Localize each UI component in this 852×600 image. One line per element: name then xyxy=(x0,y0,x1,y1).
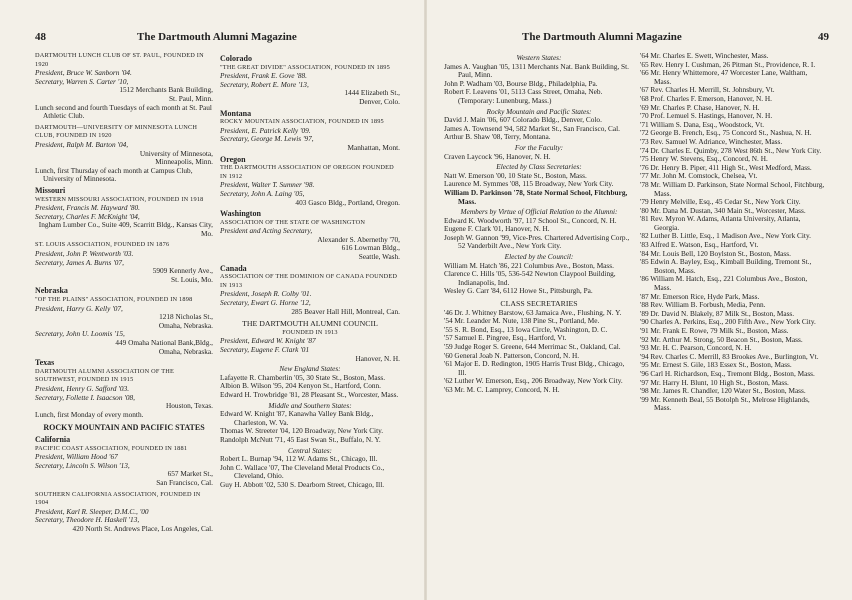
officer-line: Secretary, John U. Loomis '15, xyxy=(35,329,125,339)
state-heading: Texas xyxy=(35,358,55,368)
address-line: 420 North St. Andrews Place, Los Angeles, Cal. xyxy=(72,523,213,533)
class-secretary-entry: '66 Mr. Henry Whittemore, 47 Worcester Lane, Waltham, Mass. xyxy=(640,68,808,86)
member-entry: Guy H. Abbott '02, 530 S. Dearborn Street, Chicago, Ill. xyxy=(220,479,385,489)
class-secretary-entry: '62 Luther W. Emerson, Esq., 206 Broadway, New York City. xyxy=(444,376,623,386)
officer-line: Secretary, Eugene F. Clark '01 xyxy=(220,345,310,354)
class-secretary-entry: '96 Carl H. Richardson, Esq., Tremont Bldg., Boston, Mass. xyxy=(640,368,815,378)
class-secretary-entry: '71 William S. Dana, Esq., Woodstock, Vt. xyxy=(640,119,765,129)
class-secretary-entry: '76 Dr. Henry B. Piper, 411 High St., West Medford, Mass. xyxy=(640,162,812,172)
state-heading: Missouri xyxy=(35,185,66,195)
class-secretary-entry: '87 Mr. Emerson Rice, Hyde Park, Mass. xyxy=(640,291,760,301)
address-line: Minneapolis, Minn. xyxy=(155,157,213,167)
class-secretary-entry: '80 Mr. Dana M. Dustan, 340 Main St., Worcester, Mass. xyxy=(640,205,806,215)
note-line: Lunch, first Monday of every month. xyxy=(35,409,144,419)
address-line: Omaha, Nebraska. xyxy=(158,346,213,356)
class-secretary-entry: '92 Mr. Arthur M. Strong, 50 Beacon St., Boston, Mass. xyxy=(640,334,803,344)
class-secretary-entry: '94 Rev. Charles C. Merrill, 83 Brookes Ave., Burlington, Vt. xyxy=(640,351,819,361)
class-secretary-entry: '61 Major E. D. Redington, 1905 Harris Trust Bldg., Chicago, Ill. xyxy=(444,359,625,377)
class-secretary-entry: '70 Prof. Lemuel S. Hastings, Hanover, N. H. xyxy=(640,111,773,121)
officer-line: President, Edward W. Knight '87 xyxy=(220,336,316,346)
class-secretary-entry: '69 Mr. Charles P. Chase, Hanover, N. H. xyxy=(640,102,760,112)
class-secretary-entry: '64 Mr. Charles E. Swett, Winchester, Mass. xyxy=(640,51,769,60)
association-name: ROCKY MOUNTAIN ASSOCIATION, FOUNDED IN 1895 xyxy=(220,118,384,126)
address-line: Houston, Texas. xyxy=(166,401,213,411)
state-heading: Oregon xyxy=(220,154,246,164)
class-secretary-entry: '81 Rev. Myron W. Adams, Atlanta University, Atlanta, Georgia. xyxy=(640,214,801,232)
officer-line: President, William Hood '67 xyxy=(35,452,118,462)
address-line: University of Minnesota, xyxy=(139,148,213,158)
member-entry: Robert F. Leavens '01, 5113 Cass Street, Omaha, Neb. (Temporary: Lunenburg, Mass.) xyxy=(444,87,603,105)
member-entry: William M. Hatch '86, 221 Columbus Ave., Boston, Mass. xyxy=(444,260,614,270)
address-line: Alexander S. Abernethy '70, xyxy=(317,234,400,244)
class-secretary-entry: '57 Samuel E. Pingree, Esq., Hartford, Vt. xyxy=(444,333,567,343)
address-line: Denver, Colo. xyxy=(359,96,400,106)
association-name: ASSOCIATION OF THE STATE OF WASHINGTON xyxy=(220,218,366,226)
officer-line: President, Henry G. Safford '03. xyxy=(35,383,130,393)
member-entry: Edward W. Knight '87, Kanawha Valley Bank Bldg., Charleston, W. Va. xyxy=(220,409,374,427)
running-header: The Dartmouth Alumni Magazine xyxy=(137,31,297,43)
officer-line: Secretary, George M. Lewis '97, xyxy=(220,134,314,144)
class-secretary-entry: '85 Edwin A. Bayley, Esq., Kimball Building, Tremont St., Boston, Mass. xyxy=(640,257,812,275)
class-secretary-entry: '88 Rev. William B. Forbush, Media, Penn. xyxy=(640,300,766,310)
class-secretary-entry: '91 Mr. Frank E. Rowe, 79 Milk St., Boston, Mass. xyxy=(640,326,789,335)
group-heading: Central States: xyxy=(288,445,332,455)
officer-line: President, Karl R. Sleeper, D.M.C., '00 xyxy=(35,506,149,516)
address-line: 449 Omaha National Bank,Bldg., xyxy=(115,338,213,347)
group-heading: Elected by Class Secretaries: xyxy=(496,162,582,172)
member-entry: Arthur B. Shaw '08, Terry, Montana. xyxy=(444,132,551,142)
association-name: PACIFIC COAST ASSOCIATION, FOUNDED IN 1881 xyxy=(35,444,188,452)
right-column-1 xyxy=(444,52,634,395)
officer-line: Secretary, Ewart G. Horne '12, xyxy=(220,298,311,308)
class-secretary-entry: '86 William M. Hatch, Esq., 221 Columbus Ave., Boston, Mass. xyxy=(640,274,808,293)
officer-line: Secretary, Follette I. Isaacson '08, xyxy=(35,392,135,402)
class-secretary-entry: '55 S. R. Bond, Esq., 13 Iowa Circle, Washington, D. C. xyxy=(444,324,608,334)
officer-line: Secretary, Lincoln S. Wilson '13, xyxy=(35,460,130,470)
class-secretary-entry: '54 Mr. Leander M. Nute, 138 Pine St., Portland, Me. xyxy=(444,316,600,326)
officer-line: President, Walter T. Sumner '98. xyxy=(220,180,315,190)
address-line: St. Paul, Minn. xyxy=(169,93,213,103)
state-heading: Montana xyxy=(220,108,252,118)
class-secretary-entry: '46 Dr. J. Whitney Barstow, 63 Jamaica Ave., Flushing, N. Y. xyxy=(444,307,622,317)
running-header: The Dartmouth Alumni Magazine xyxy=(522,31,682,43)
region-heading: ROCKY MOUNTAIN AND PACIFIC STATES xyxy=(43,423,205,433)
address-line: 1218 Nicholas St., xyxy=(159,312,213,322)
member-entry: Robert L. Burnap '94, 112 W. Adams St., Chicago, Ill. xyxy=(220,454,378,464)
association-name: THE DARTMOUTH ASSOCIATION OF OREGON FOUNDED IN 1912 xyxy=(220,164,394,180)
address-line: 403 Gasco Bldg., Portland, Oregon. xyxy=(295,197,400,207)
association-name: "OF THE PLAINS" ASSOCIATION, FOUNDED IN 1898 xyxy=(35,296,193,304)
officer-line: President, Frank E. Gove '88. xyxy=(220,71,308,81)
class-secretary-entry: '63 Mr. M. C. Lamprey, Concord, N. H. xyxy=(444,384,560,394)
address-line: 616 Lowman Bldg., xyxy=(341,243,400,253)
group-heading: Western States: xyxy=(516,53,562,62)
officer-line: President, E. Patrick Kelly '09. xyxy=(220,125,311,135)
member-entry: Wesley G. Carr '84, 6112 Howe St., Pittsburgh, Pa. xyxy=(444,286,593,296)
address-line: Hanover, N. H. xyxy=(355,353,400,363)
address-line: 285 Beaver Hall Hill, Montreal, Can. xyxy=(291,306,400,316)
member-entry: Joseph W. Gannon '99, Vice-Pres. Chartered Advertising Corp., 52 Vanderbilt Ave., New York City. xyxy=(444,232,630,251)
member-entry: Clarence C. Hills '05, 536-542 Newton Claypool Building, Indianapolis, Ind. xyxy=(444,269,616,287)
left-column-1 xyxy=(35,52,213,533)
member-entry: Craven Laycock '96, Hanover, N. H. xyxy=(444,151,551,161)
group-heading: Elected by the Council: xyxy=(504,252,574,262)
address-line: 1444 Elizabeth St., xyxy=(344,88,400,98)
class-secretary-entry: '77 Mr. John M. Comstock, Chelsea, Vt. xyxy=(640,171,758,181)
page-number: 49 xyxy=(818,31,829,43)
class-secretary-entry: '72 George B. French, Esq., 75 Concord St., Nashua, N. H. xyxy=(640,128,812,138)
association-name: "THE GREAT DIVIDE" ASSOCIATION, FOUNDED IN 1895 xyxy=(220,63,390,71)
page-number: 48 xyxy=(35,31,46,43)
group-heading: Members by Virtue of Official Relation to the Alumni: xyxy=(460,207,618,217)
class-secretary-entry: '98 Mr. James R. Chandler, 120 Water St., Boston, Mass. xyxy=(640,386,806,396)
state-heading: Colorado xyxy=(220,54,252,63)
address-line: Manhattan, Mont. xyxy=(347,142,400,152)
association-name: WESTERN MISSOURI ASSOCIATION, FOUNDED IN 1918 xyxy=(35,195,204,203)
member-entry: James A. Townsend '94, 582 Market St., San Francisco, Cal. xyxy=(444,123,620,133)
officer-line: Secretary, Warren S. Carter '10, xyxy=(35,76,129,86)
section-subheading: FOUNDED IN 1913 xyxy=(282,328,338,336)
class-secretary-entry: '75 Henry W. Stevens, Esq., Concord, N. H. xyxy=(640,154,768,164)
officer-line: President, Francis M. Hayward '80. xyxy=(35,203,140,213)
class-secretary-entry: '73 Rev. Samuel W. Adriance, Winchester, Mass. xyxy=(640,136,783,146)
address-line: 5909 Kennerly Ave., xyxy=(152,266,213,276)
member-entry: Natt W. Emerson '00, 10 State St., Boston, Mass. xyxy=(444,170,587,180)
state-heading: Canada xyxy=(220,263,247,273)
address-line: Ingham Lumber Co., Suite 409, Scarritt Bldg., Kansas City, Mo. xyxy=(38,220,213,238)
class-secretary-entry: '99 Mr. Kenneth Beal, 55 Botolph St., Melrose Highlands, Mass. xyxy=(640,394,810,413)
class-secretary-entry: '65 Rev. Henry I. Cushman, 26 Pitman St., Providence, R. I. xyxy=(640,59,816,69)
member-entry: David J. Main '06, 607 Colorado Bldg., Denver, Colo. xyxy=(444,115,602,125)
member-entry: James A. Vaughan '05, 1311 Merchants Nat. Bank Building, St. Paul, Minn. xyxy=(444,61,629,80)
class-secretary-entry: '79 Henry Melville, Esq., 45 Cedar St., New York City. xyxy=(640,197,801,207)
class-secretary-entry: '93 Mr. H. C. Pearson, Concord, N. H. xyxy=(640,343,752,353)
state-heading: California xyxy=(35,434,71,444)
class-secretary-entry: '89 Dr. David N. Blakely, 87 Milk St., Boston, Mass. xyxy=(640,308,795,318)
association-name: DARTMOUTH—UNIVERSITY OF MINNESOTA LUNCH CLUB, FOUNDED IN 1920 xyxy=(35,123,198,140)
group-heading: New England States: xyxy=(279,364,341,374)
note-line: Lunch, first Thursday of each month at Campus Club, University of Minnesota. xyxy=(35,165,193,184)
member-entry: Laurence M. Symmes '08, 115 Broadway, New York City. xyxy=(444,179,614,189)
member-entry: Randolph McNutt '71, 45 East Swan St., Buffalo, N. Y. xyxy=(220,434,381,444)
address-line: St. Louis, Mo. xyxy=(171,274,213,284)
address-line: 657 Market St., xyxy=(167,469,213,479)
class-secretary-entry: '90 Charles A. Perkins, Esq., 200 Fifth Ave., New York City. xyxy=(640,317,816,327)
address-line: San Francisco, Cal. xyxy=(156,477,213,487)
class-secretary-entry: '74 Dr. Charles E. Quimby, 278 West 86th St., New York City. xyxy=(640,145,822,155)
officer-line: Secretary, John A. Laing '05, xyxy=(220,188,305,198)
class-secretary-entry: '95 Mr. Ernest S. Gile, 183 Essex St., Boston, Mass. xyxy=(640,360,792,370)
officer-line: Secretary, James A. Burns '07, xyxy=(35,257,124,267)
member-entry: Albion B. Wilson '95, 204 Kenyon St., Hartford, Conn. xyxy=(220,381,382,391)
note-line: Lunch second and fourth Tuesdays of each month at St. Paul Athletic Club. xyxy=(35,102,212,121)
member-entry: Lafayette R. Chamberlin '05, 30 State St., Boston, Mass. xyxy=(220,372,386,382)
member-entry: Thomas W. Streeter '04, 120 Broadway, New York City. xyxy=(220,426,384,436)
officer-line: Secretary, Charles F. McKnight '04, xyxy=(35,211,140,221)
group-heading: Middle and Southern States: xyxy=(268,400,352,410)
member-entry: Eugene F. Clark '01, Hanover, N. H. xyxy=(444,224,550,234)
officer-line: President, John P. Wentworth '03. xyxy=(35,249,134,259)
association-name: DARTMOUTH ALUMNI ASSOCIATION OF THE SOUTHWEST, FOUNDED IN 1915 xyxy=(35,367,175,384)
section-heading: THE DARTMOUTH ALUMNI COUNCIL xyxy=(242,319,378,329)
member-entry: Edward K. Woodworth '97, 117 School St., Concord, N. H. xyxy=(444,215,617,225)
address-line: Omaha, Nebraska. xyxy=(158,320,213,330)
member-entry: William D. Parkinson '78, State Normal School, Fitchburg, Mass. xyxy=(444,187,628,206)
association-name: ST. LOUIS ASSOCIATION, FOUNDED IN 1876 xyxy=(35,241,170,249)
section-heading: CLASS SECRETARIES xyxy=(500,299,578,309)
right-column-2 xyxy=(640,52,826,413)
association-name: ASSOCIATION OF THE DOMINION OF CANADA FOUNDED IN 1913 xyxy=(220,273,398,289)
class-secretary-entry: '82 Luther B. Little, Esq., 1 Madison Ave., New York City. xyxy=(640,231,811,241)
officer-line: Secretary, Theodore H. Haskell '13, xyxy=(35,515,140,525)
class-secretary-entry: '67 Rev. Charles H. Merrill, St. Johnsbury, Vt. xyxy=(640,85,775,95)
class-secretary-entry: '84 Mr. Louis Bell, 120 Boylston St., Boston, Mass. xyxy=(640,248,791,258)
class-secretary-entry: '68 Prof. Charles F. Emerson, Hanover, N. H. xyxy=(640,93,772,103)
class-secretary-entry: '97 Mr. Harry H. Blunt, 10 High St., Boston, Mass. xyxy=(640,377,789,387)
member-entry: John P. Wadham '03, Bourse Bldg., Philadelphia, Pa. xyxy=(444,78,598,88)
left-column-2 xyxy=(220,52,400,490)
member-entry: Edward H. Trowbridge '81, 28 Pleasant St., Worcester, Mass. xyxy=(220,389,399,399)
address-line: 1512 Merchants Bank Building, xyxy=(119,85,213,95)
class-secretary-entry: '78 Mr. William D. Parkinson, State Normal School, Fitchburg, Mass. xyxy=(640,179,825,198)
association-name: SOUTHERN CALIFORNIA ASSOCIATION, FOUNDED IN 1904 xyxy=(35,490,201,507)
class-secretary-entry: '83 Alfred E. Watson, Esq., Hartford, Vt. xyxy=(640,240,759,250)
class-secretary-entry: '59 Judge Roger S. Greene, 644 Merrimac St., Oakland, Cal. xyxy=(444,342,621,351)
association-name: DARTMOUTH LUNCH CLUB OF ST. PAUL, FOUNDED IN 1920 xyxy=(35,52,204,68)
officer-line: President, Joseph R. Colby '01. xyxy=(220,289,312,299)
class-secretary-entry: '60 General Joab N. Patterson, Concord, N. H. xyxy=(444,350,580,360)
state-heading: Washington xyxy=(220,209,261,219)
officer-line: President and Acting Secretary, xyxy=(220,226,313,236)
group-heading: For the Faculty: xyxy=(514,142,564,152)
group-heading: Rocky Mountain and Pacific States: xyxy=(486,106,592,116)
right-page xyxy=(426,0,852,600)
officer-line: Secretary, Robert E. More '13, xyxy=(220,79,309,89)
state-heading: Nebraska xyxy=(35,286,68,296)
officer-line: President, Harry G. Kelly '07, xyxy=(35,303,123,313)
address-line: Seattle, Wash. xyxy=(358,252,400,262)
member-entry: John C. Wallace '07, The Cleveland Metal Products Co., Cleveland, Ohio. xyxy=(220,462,385,481)
officer-line: President, Ralph M. Barton '04, xyxy=(35,139,129,149)
officer-line: President, Bruce W. Sanborn '04. xyxy=(35,68,132,78)
